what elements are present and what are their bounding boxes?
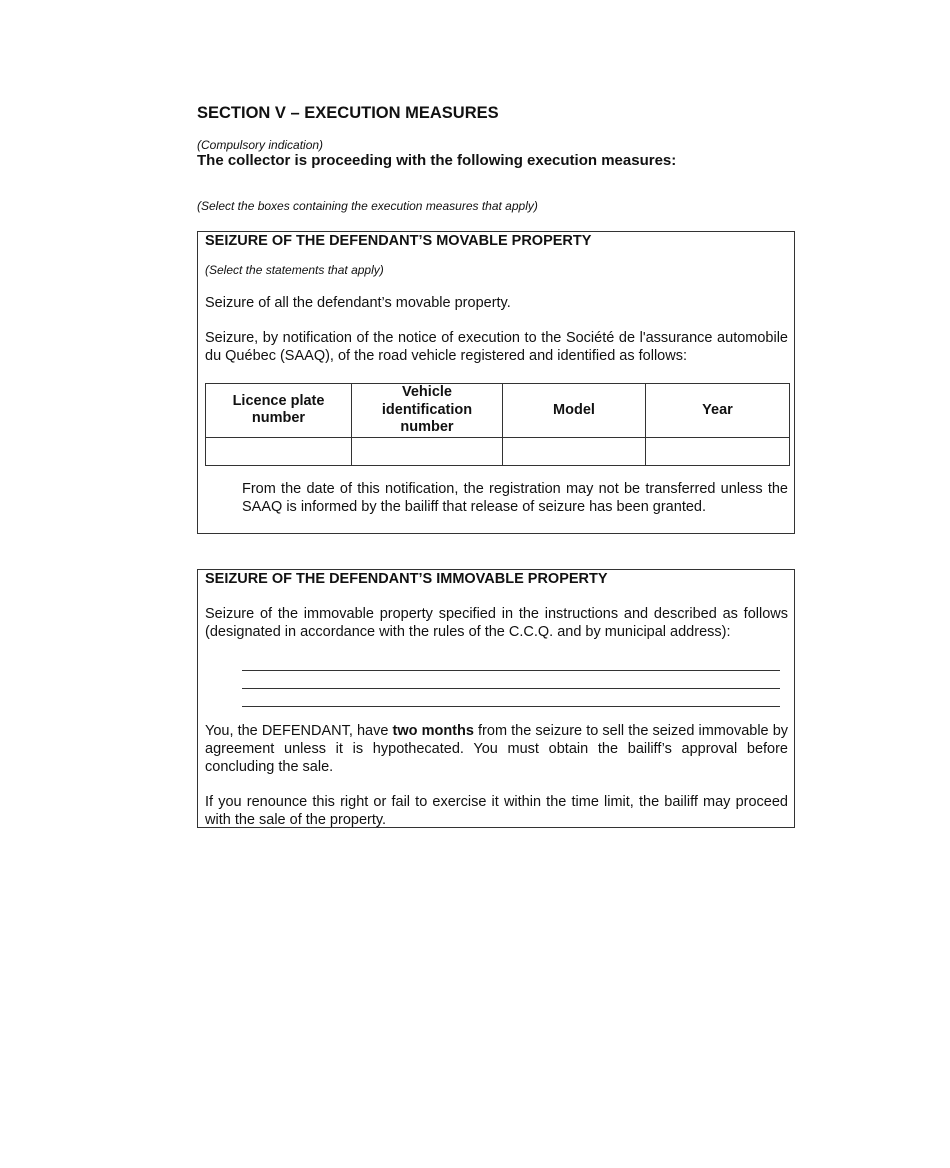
- movable-select-note: (Select the statements that apply): [205, 263, 384, 277]
- sale-text-before: You, the DEFENDANT, have: [205, 723, 393, 739]
- year-cell[interactable]: [646, 437, 790, 465]
- sale-text-after: from the seizure to sell the seized immovable by agreement unless it is hypothecated. You must obtain the bailiff’s approval before concluding the sale.: [205, 723, 789, 775]
- section-title: SECTION V – EXECUTION MEASURES: [197, 104, 499, 122]
- compulsory-note: (Compulsory indication): [197, 138, 324, 152]
- address-line-1[interactable]: [242, 670, 780, 671]
- statement-all-movable[interactable]: Seizure of all the defendant’s movable property.: [205, 295, 511, 311]
- select-instruction: (Select the boxes containing the execution measures that apply): [197, 199, 538, 213]
- header-model: Model: [503, 384, 646, 438]
- movable-property-box: [197, 231, 795, 534]
- vehicle-table-header-row: [206, 384, 790, 438]
- sale-by-agreement-text: [205, 722, 788, 776]
- movable-title: SEIZURE OF THE DEFENDANT’S MOVABLE PROPERTY: [205, 233, 592, 249]
- renounce-text: If you renounce this right or fail to exercise it within the time limit, the bailiff may proceed with the sale of the property.: [205, 794, 788, 828]
- model-cell[interactable]: [503, 437, 646, 465]
- immovable-property-box: [197, 569, 795, 828]
- immovable-description[interactable]: Seizure of the immovable property specified in the instructions and described as follows (designated in accordance with the rules of the C.C.Q. and by municipal address):: [205, 606, 788, 640]
- immovable-title: SEIZURE OF THE DEFENDANT’S IMMOVABLE PROPERTY: [205, 571, 608, 587]
- sale-text-bold: two months: [392, 723, 474, 739]
- header-year: Year: [646, 384, 790, 438]
- vin-cell[interactable]: [352, 437, 503, 465]
- vehicle-table: [205, 383, 790, 466]
- address-line-2[interactable]: [242, 688, 780, 689]
- statement-vehicle-seizure[interactable]: Seizure, by notification of the notice of execution to the Société de l'assurance automobile du Québec (SAAQ), of the road vehicle registered and identified as follows:: [205, 330, 788, 364]
- header-licence-plate: Licence plate number: [206, 384, 352, 438]
- header-vin: Vehicle identification number: [352, 384, 503, 438]
- address-line-3[interactable]: [242, 706, 780, 707]
- vehicle-table-row: [206, 437, 790, 465]
- notification-note: From the date of this notification, the registration may not be transferred unless the SAAQ is informed by the bailiff that release of seizure has been granted.: [242, 481, 788, 515]
- collector-intro: The collector is proceeding with the following execution measures:: [197, 152, 677, 169]
- licence-plate-cell[interactable]: [206, 437, 352, 465]
